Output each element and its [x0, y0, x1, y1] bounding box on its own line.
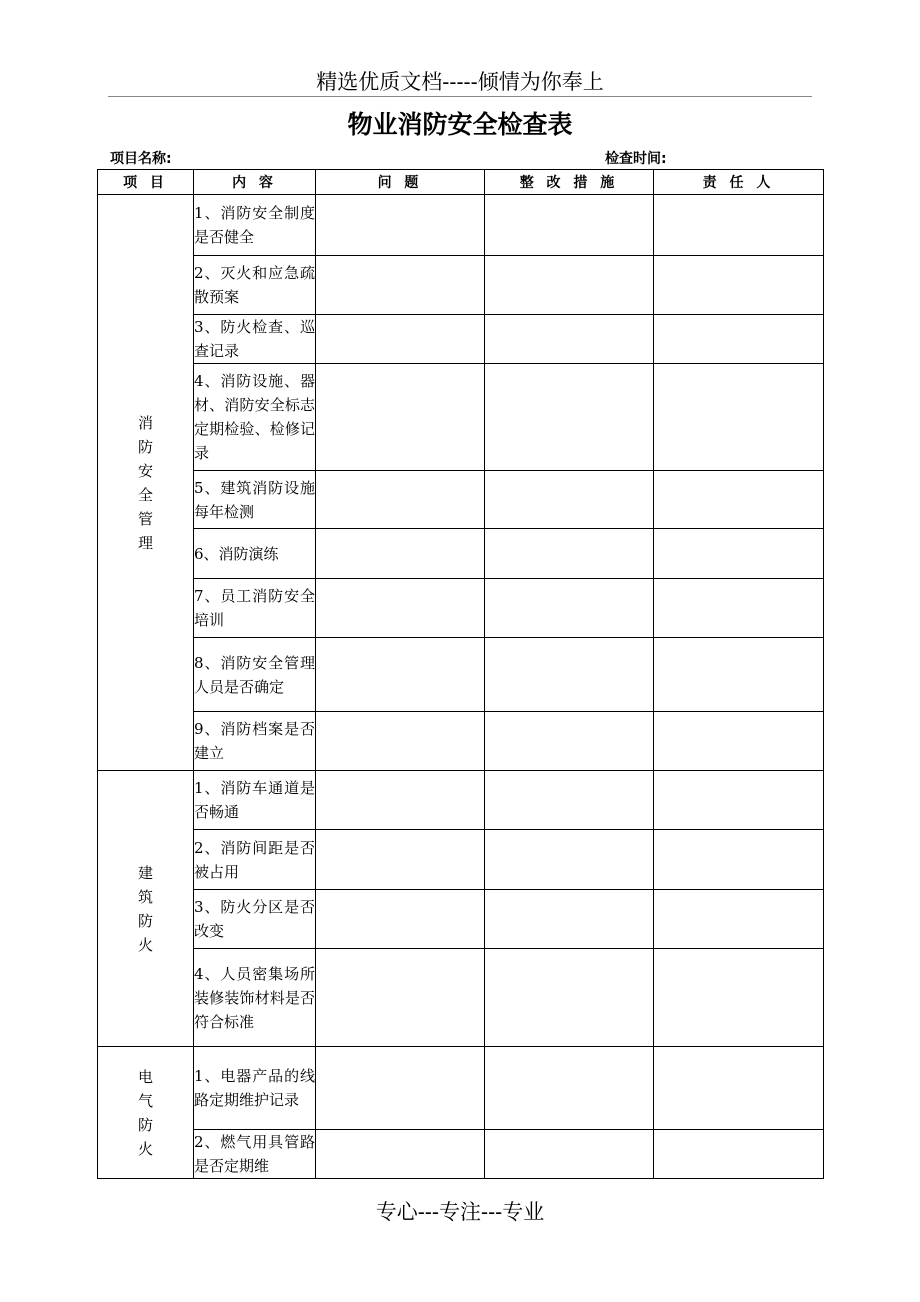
content-cell [194, 638, 316, 712]
problem-cell[interactable] [316, 364, 485, 471]
problem-cell[interactable] [316, 890, 485, 949]
table-row [98, 771, 824, 830]
rectification-cell[interactable] [485, 638, 654, 712]
responsible-cell[interactable] [654, 771, 824, 830]
content-text: 6、消防演练 [194, 544, 279, 563]
category-label: 消防安全管理 [137, 413, 153, 552]
category-cell-fire-safety-management [98, 195, 194, 771]
problem-cell[interactable] [316, 471, 485, 529]
responsible-cell[interactable] [654, 712, 824, 771]
rectification-cell[interactable] [485, 256, 654, 315]
problem-cell[interactable] [316, 949, 485, 1047]
table-row [98, 830, 824, 890]
rectification-cell[interactable] [485, 771, 654, 830]
table-row [98, 890, 824, 949]
table-row [98, 579, 824, 638]
responsible-cell[interactable] [654, 579, 824, 638]
content-text: 2、消防间距是否被占用 [194, 838, 315, 881]
problem-cell[interactable] [316, 195, 485, 256]
problem-cell[interactable] [316, 315, 485, 364]
responsible-cell[interactable] [654, 890, 824, 949]
problem-cell[interactable] [316, 579, 485, 638]
content-text: 9、消防档案是否建立 [194, 720, 315, 762]
category-cell-building-fire-prevention [98, 771, 194, 1047]
content-text: 5、建筑消防设施每年检测 [194, 478, 315, 521]
responsible-cell[interactable] [654, 830, 824, 890]
rectification-cell[interactable] [485, 471, 654, 529]
responsible-cell[interactable] [654, 315, 824, 364]
content-text: 4、消防设施、器材、消防安全标志定期检验、检修记录 [194, 372, 315, 462]
content-cell [194, 830, 316, 890]
problem-cell[interactable] [316, 830, 485, 890]
rectification-cell[interactable] [485, 949, 654, 1047]
table-row [98, 1130, 824, 1179]
responsible-cell[interactable] [654, 949, 824, 1047]
content-text: 2、灭火和应急疏散预案 [194, 264, 315, 306]
problem-cell[interactable] [316, 1130, 485, 1179]
project-name-label: 项目名称: [110, 151, 172, 167]
content-text: 4、人员密集场所装修装饰材料是否符合标准 [194, 964, 315, 1031]
table-row [98, 364, 824, 471]
rectification-cell[interactable] [485, 1047, 654, 1130]
inspection-time-label: 检查时间: [605, 151, 667, 167]
content-cell [194, 949, 316, 1047]
table-row [98, 529, 824, 579]
header-divider [108, 96, 812, 97]
rectification-cell[interactable] [485, 364, 654, 471]
column-header-category: 项 目 [98, 170, 194, 195]
responsible-cell[interactable] [654, 638, 824, 712]
problem-cell[interactable] [316, 771, 485, 830]
table-row [98, 195, 824, 256]
table-row [98, 471, 824, 529]
content-text: 8、消防安全管理人员是否确定 [194, 653, 315, 696]
problem-cell[interactable] [316, 256, 485, 315]
table-header-row [98, 170, 824, 195]
content-cell [194, 195, 316, 256]
rectification-cell[interactable] [485, 579, 654, 638]
content-cell [194, 712, 316, 771]
table-row [98, 949, 824, 1047]
responsible-cell[interactable] [654, 364, 824, 471]
content-text: 1、电器产品的线路定期维护记录 [194, 1067, 315, 1109]
content-cell [194, 771, 316, 830]
content-text: 3、防火分区是否改变 [194, 898, 315, 940]
inspection-table [97, 169, 824, 1179]
content-text: 1、消防安全制度是否健全 [194, 204, 315, 246]
content-cell [194, 315, 316, 364]
problem-cell[interactable] [316, 529, 485, 579]
column-header-rectification: 整 改 措 施 [485, 170, 654, 195]
content-text: 3、防火检查、巡查记录 [194, 318, 315, 360]
problem-cell[interactable] [316, 1047, 485, 1130]
problem-cell[interactable] [316, 712, 485, 771]
page-header: 精选优质文档-----倾情为你奉上 [316, 70, 604, 94]
problem-cell[interactable] [316, 638, 485, 712]
responsible-cell[interactable] [654, 471, 824, 529]
content-text: 2、燃气用具管路是否定期维 [194, 1133, 315, 1175]
responsible-cell[interactable] [654, 529, 824, 579]
content-cell [194, 471, 316, 529]
page-footer: 专心---专注---专业 [375, 1200, 545, 1224]
table-row [98, 638, 824, 712]
column-header-content: 内 容 [194, 170, 316, 195]
content-cell [194, 1047, 316, 1130]
content-cell [194, 364, 316, 471]
content-text: 7、员工消防安全培训 [194, 587, 315, 629]
category-label: 电气防火 [137, 1067, 153, 1158]
content-cell [194, 256, 316, 315]
table-row [98, 256, 824, 315]
content-cell [194, 1130, 316, 1179]
content-cell [194, 579, 316, 638]
table-row [98, 712, 824, 771]
rectification-cell[interactable] [485, 712, 654, 771]
rectification-cell[interactable] [485, 195, 654, 256]
document-title: 物业消防安全检查表 [347, 110, 573, 139]
responsible-cell[interactable] [654, 1047, 824, 1130]
responsible-cell[interactable] [654, 256, 824, 315]
rectification-cell[interactable] [485, 830, 654, 890]
content-cell [194, 890, 316, 949]
responsible-cell[interactable] [654, 1130, 824, 1179]
rectification-cell[interactable] [485, 315, 654, 364]
content-text: 1、消防车通道是否畅通 [194, 779, 315, 821]
rectification-cell[interactable] [485, 890, 654, 949]
category-cell-electrical-fire-prevention [98, 1047, 194, 1179]
table-row [98, 315, 824, 364]
table-row [98, 1047, 824, 1130]
rectification-cell[interactable] [485, 1130, 654, 1179]
rectification-cell[interactable] [485, 529, 654, 579]
column-header-responsible: 责 任 人 [654, 170, 824, 195]
content-cell [194, 529, 316, 579]
responsible-cell[interactable] [654, 195, 824, 256]
category-label: 建筑防火 [137, 863, 153, 954]
column-header-problem: 问 题 [316, 170, 485, 195]
